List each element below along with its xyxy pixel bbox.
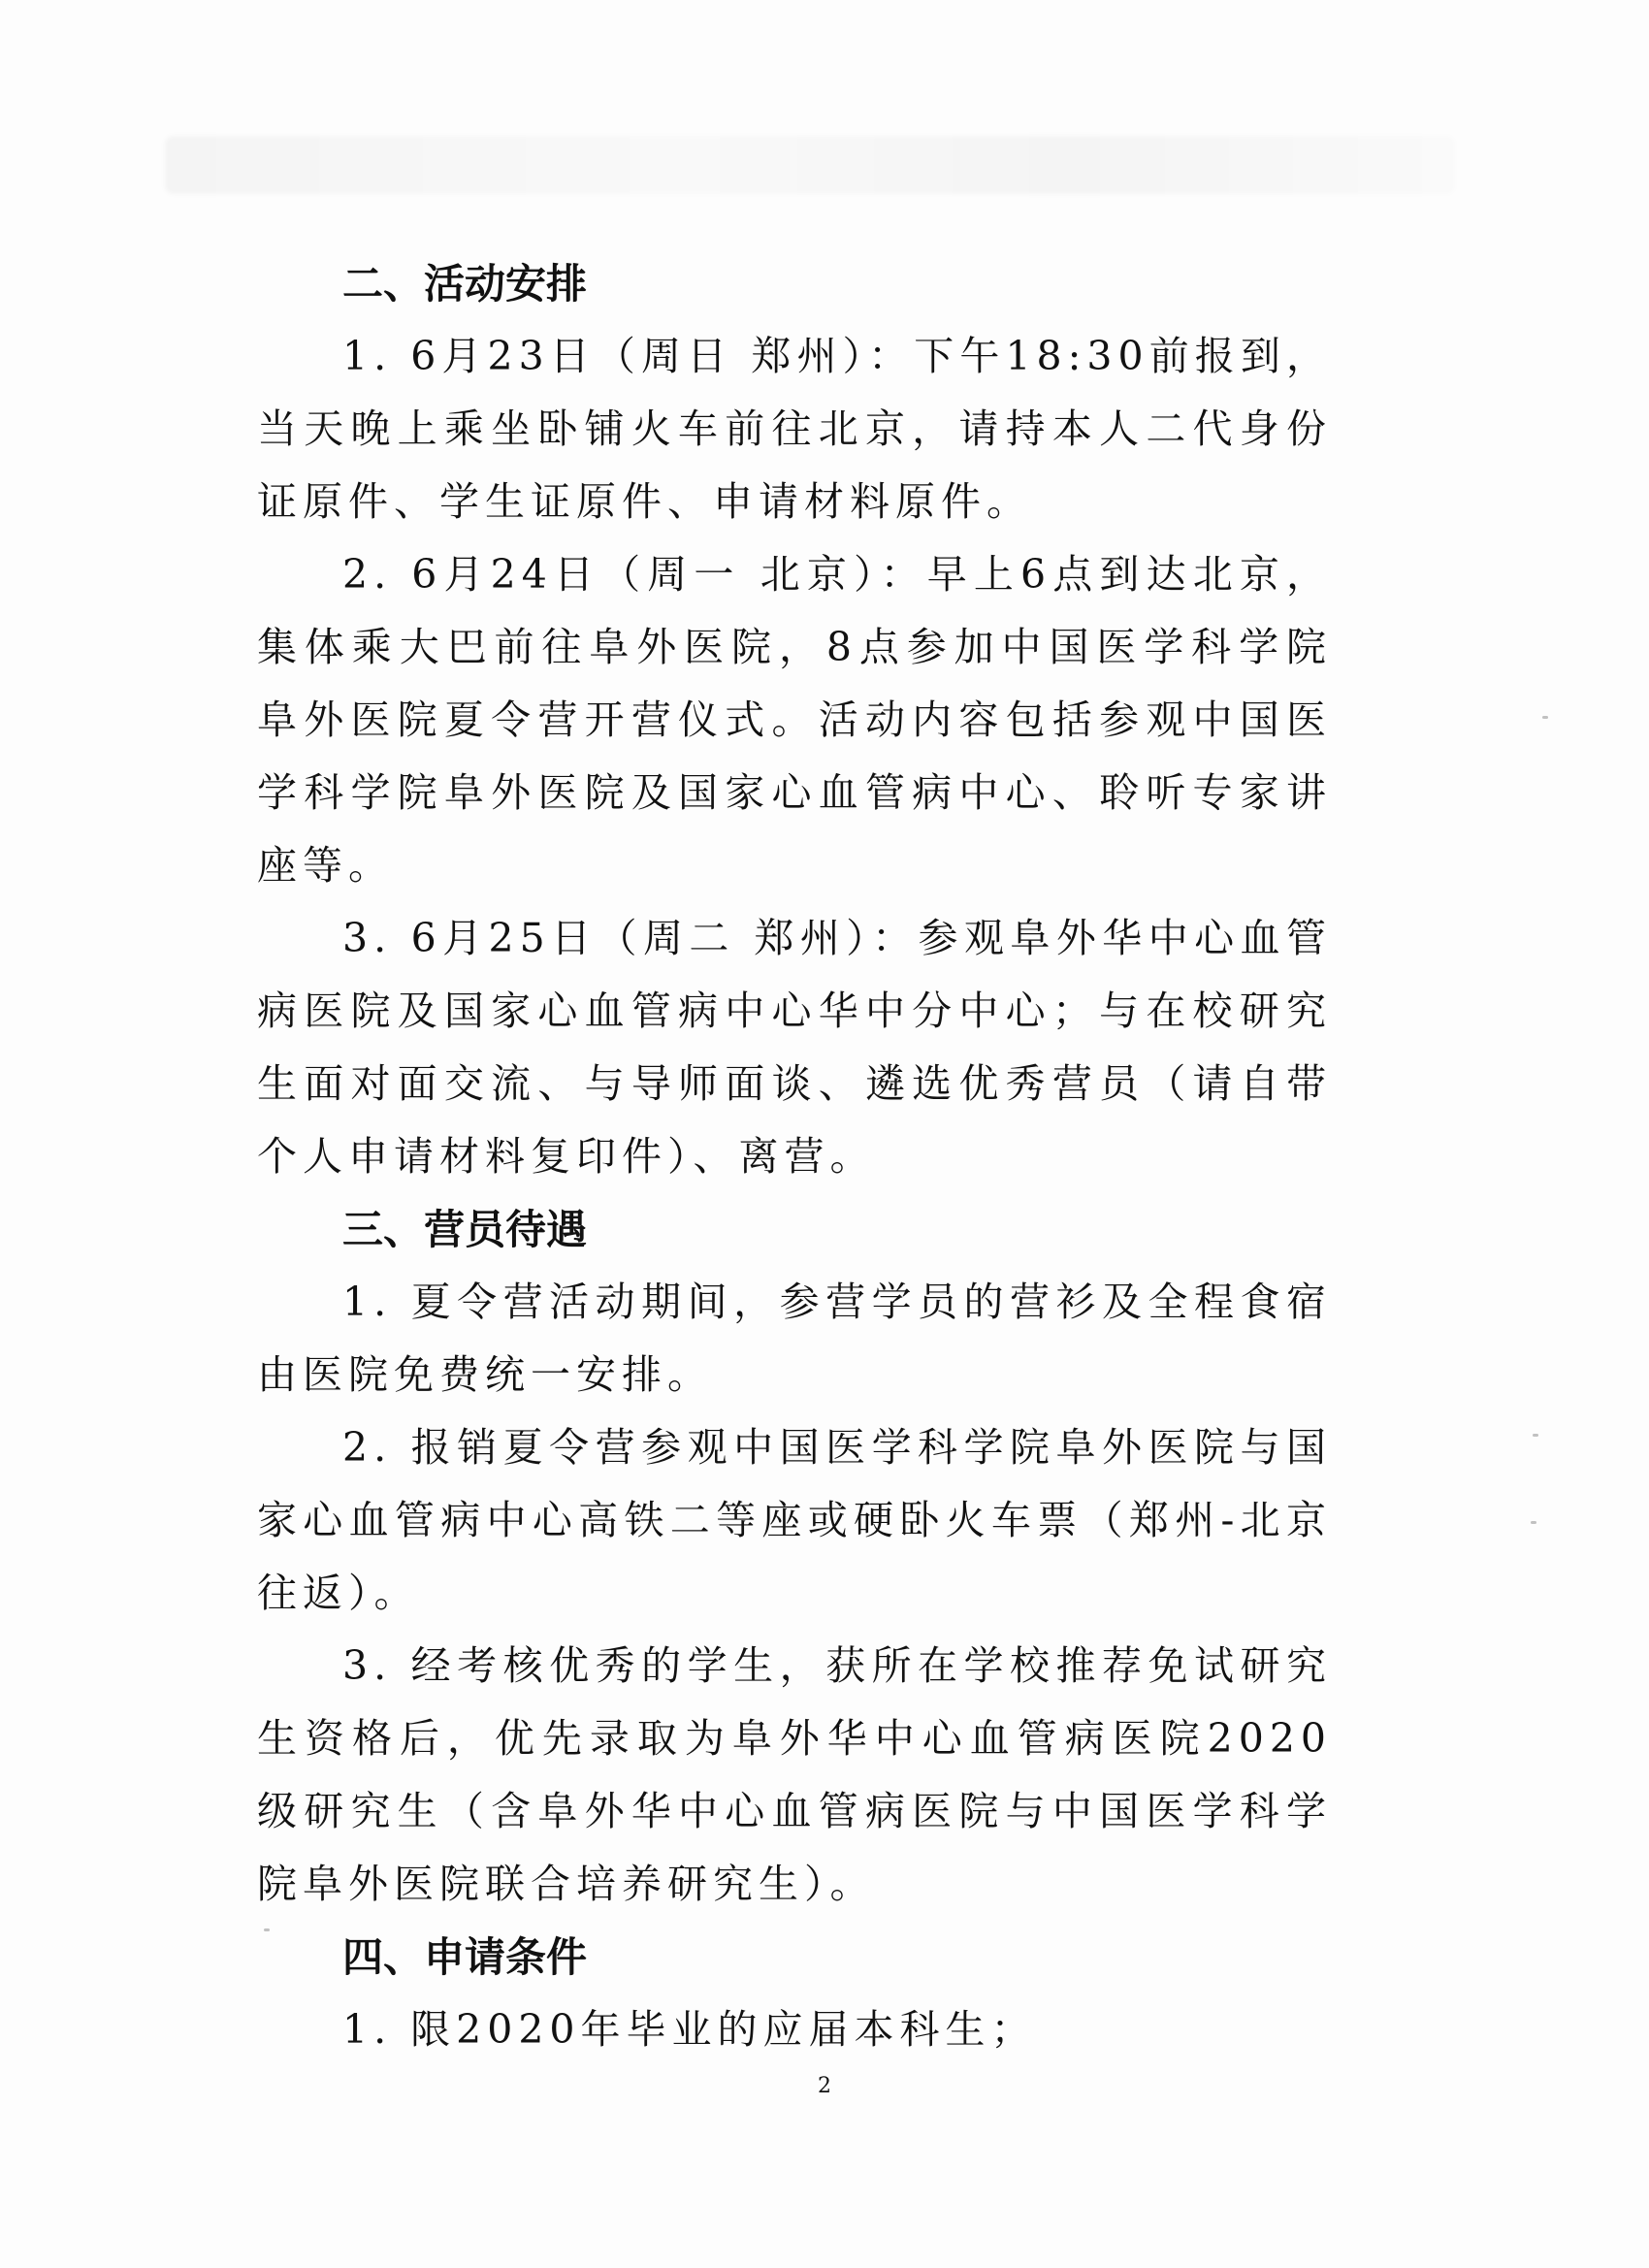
section-heading-activities: 二、活动安排 (342, 260, 588, 308)
scan-speck (1542, 716, 1548, 719)
scan-speck (1533, 1434, 1538, 1437)
scan-speck (1531, 1521, 1536, 1524)
scan-speck (264, 1928, 270, 1931)
paragraph-requirement-1: 1. 限2020年毕业的应届本科生； (342, 2006, 1037, 2053)
paragraph-benefit-3: 3. 经考核优秀的学生，获所在学校推荐免试研究生资格后，优先录取为阜外华中心血管病医院2020级研究生（含阜外华中心血管病医院与中国医学科学院阜外医院联合培养研究生）。 (257, 1642, 1332, 1907)
document-body (257, 247, 1332, 2066)
paragraph-benefit-1: 1. 夏令营活动期间，参营学员的营衫及全程食宿由医院免费统一安排。 (257, 1279, 1332, 1398)
paragraph-day-1: 1. 6月23日（周日 郑州）：下午18:30前报到，当天晚上乘坐卧铺火车前往北京，请持本人二代身份证原件、学生证原件、申请材料原件。 (257, 333, 1332, 525)
paragraph-day-2: 2. 6月24日（周一 北京）：早上6点到达北京，集体乘大巴前往阜外医院，8点参加中国医学科学院阜外医院夏令营开营仪式。活动内容包括参观中国医学科学院阜外医院及国家心血管病中心、聆听专家讲座等。 (257, 551, 1332, 889)
section-heading-benefits: 三、营员待遇 (342, 1206, 588, 1253)
paragraph-benefit-2: 2. 报销夏令营参观中国医学科学院阜外医院与国家心血管病中心高铁二等座或硬卧火车票（郑州-北京往返）。 (257, 1424, 1332, 1616)
page-number: 2 (818, 2074, 831, 2098)
paragraph-day-3: 3. 6月25日（周二 郑州）：参观阜外华中心血管病医院及国家心血管病中心华中分中心；与在校研究生面对面交流、与导师面谈、遴选优秀营员（请自带个人申请材料复印件）、离营。 (257, 915, 1332, 1180)
section-heading-requirements: 四、申请条件 (342, 1933, 588, 1981)
bleed-through-shadow (165, 136, 1455, 194)
